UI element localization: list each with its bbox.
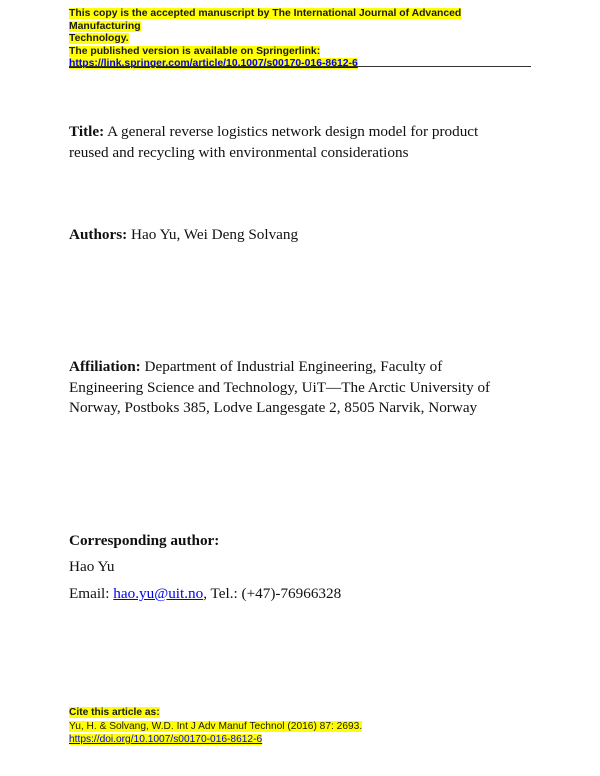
- doi-link[interactable]: https://doi.org/10.1007/s00170-016-8612-6: [69, 734, 263, 745]
- title-block: [69, 122, 539, 163]
- title-line-2: reused and recycling with environmental considerations: [69, 143, 409, 161]
- title-label: Title:: [69, 123, 105, 140]
- telephone: , Tel.: (+47)-76966328: [203, 585, 342, 602]
- email-label: Email:: [69, 585, 114, 602]
- affiliation-line-2: Engineering Science and Technology, UiT—The Arctic University of: [69, 378, 491, 396]
- header-divider: [69, 66, 531, 67]
- springer-link[interactable]: https://link.springer.com/article/10.1007/s00170-016-8612-6: [69, 58, 358, 69]
- header-notice: [69, 8, 531, 71]
- affiliation-line-3: Norway, Postboks 385, Lodve Langesgate 2, 8505 Narvik, Norway: [69, 399, 478, 416]
- citation-text: Yu, H. & Solvang, W.D. Int J Adv Manuf Technol (2016) 87: 2693.: [69, 720, 363, 732]
- citation-heading: Cite this article as:: [69, 707, 160, 718]
- corresponding-author-contact: [69, 585, 341, 603]
- affiliation-line-1: Department of Industrial Engineering, Faculty of: [140, 358, 443, 375]
- corresponding-author-heading: Corresponding author:: [69, 532, 220, 549]
- affiliation-block: [69, 357, 539, 419]
- corresponding-author-name: Hao Yu: [69, 558, 115, 575]
- affiliation-label: Affiliation:: [69, 358, 141, 375]
- citation-block: [69, 706, 409, 747]
- header-line-1: This copy is the accepted manuscript by The International Journal of Advanced Manufacturing: [69, 8, 462, 32]
- header-line-2: Technology.: [69, 33, 129, 44]
- header-line-3: The published version is available on Springerlink:: [69, 45, 321, 57]
- email-link[interactable]: hao.yu@uit.no: [113, 585, 204, 602]
- title-line-1: A general reverse logistics network design model for product: [104, 123, 479, 140]
- authors-text: Hao Yu, Wei Deng Solvang: [127, 226, 299, 243]
- authors-block: [69, 225, 539, 246]
- authors-label: Authors:: [69, 226, 128, 243]
